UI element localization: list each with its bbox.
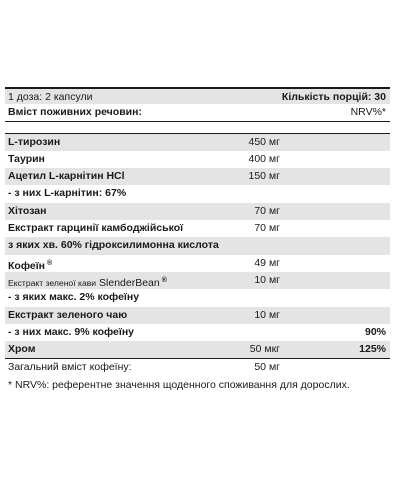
servings-label: Кількість порцій: 30 (281, 91, 386, 103)
ingredient-amount: 70 мг (254, 222, 280, 235)
nutrition-table (5, 87, 390, 394)
ingredient-name (8, 307, 127, 324)
ingredient-name (8, 185, 126, 202)
ingredient-name-text: - з них L-карнітин: 67% (8, 187, 127, 200)
ingredient-name-text: з яких хв. 60% гідроксилимонна кислота (8, 239, 219, 252)
ingredient-name-text: - з них макс. 9% кофеїну (8, 325, 135, 338)
ingredient-amount: 10 мг (254, 308, 280, 321)
ingredient-name (8, 341, 35, 358)
ingredient-name (8, 289, 139, 306)
table-row (5, 272, 390, 289)
dose-row (5, 87, 390, 104)
table-row (5, 151, 390, 168)
ingredient-name (8, 168, 125, 185)
ingredient-name-text: Кофеїн (8, 259, 46, 272)
table-row (5, 220, 390, 237)
table-row (5, 185, 390, 202)
ingredient-amount: 400 мг (248, 152, 280, 165)
table-row (5, 168, 390, 185)
contents-label: Вміст поживних речовин: (8, 106, 142, 119)
ingredient-name (8, 134, 60, 151)
table-row (5, 255, 390, 272)
ingredient-name (8, 220, 183, 237)
ingredient-amount: 450 мг (248, 135, 280, 148)
nrv-note-row (5, 377, 390, 394)
ingredient-amount: 10 мг (254, 273, 280, 286)
ingredient-name-text: L-тирозин (8, 135, 61, 148)
ingredient-amount: 70 мг (254, 204, 280, 217)
contents-header-row (5, 104, 390, 121)
ingredient-name-prefix: Екстракт зеленої кави (8, 277, 97, 288)
ingredient-name-text: SlenderBean (99, 276, 160, 289)
ingredient-name (8, 151, 45, 168)
table-row (5, 134, 390, 151)
ingredient-name (8, 324, 134, 341)
table-row (5, 341, 390, 358)
ingredient-nrv: 90% (364, 325, 386, 338)
ingredient-name-text: Таурин (8, 152, 45, 165)
table-row (5, 237, 390, 254)
caffeine-total-value: 50 мг (254, 361, 280, 374)
caffeine-total-row (5, 359, 390, 376)
ingredient-name-text: Ацетил L-карнітин HCl (8, 170, 125, 183)
ingredient-amount: 50 мкг (249, 343, 280, 356)
ingredient-rows (5, 134, 390, 359)
table-row (5, 324, 390, 341)
ingredient-name-text: - з яких макс. 2% кофеїну (8, 291, 140, 304)
registered-mark: ® (161, 276, 167, 284)
ingredient-name-text: Хром (8, 343, 36, 356)
ingredient-name-text: Екстракт гарцинії камбоджійської (8, 222, 184, 235)
ingredient-name-text: Хітозан (8, 204, 47, 217)
registered-mark: ® (47, 259, 53, 267)
ingredient-nrv: 125% (359, 343, 386, 356)
ingredient-amount: 49 мг (254, 256, 280, 269)
divider (5, 122, 390, 134)
caffeine-total-label: Загальний вміст кофеїну: (8, 361, 132, 374)
table-row (5, 203, 390, 220)
ingredient-name (8, 203, 46, 220)
table-row (5, 307, 390, 324)
ingredient-name (8, 237, 219, 254)
table-row (5, 289, 390, 306)
ingredient-amount: 150 мг (248, 170, 280, 183)
nrv-note: * NRV%: референтне значення щоденного споживання для дорослих. (8, 378, 350, 391)
nrv-header: NRV%* (350, 106, 386, 119)
dose-label: 1 доза: 2 капсули (8, 91, 93, 103)
ingredient-name-text: Екстракт зеленого чаю (8, 308, 128, 321)
